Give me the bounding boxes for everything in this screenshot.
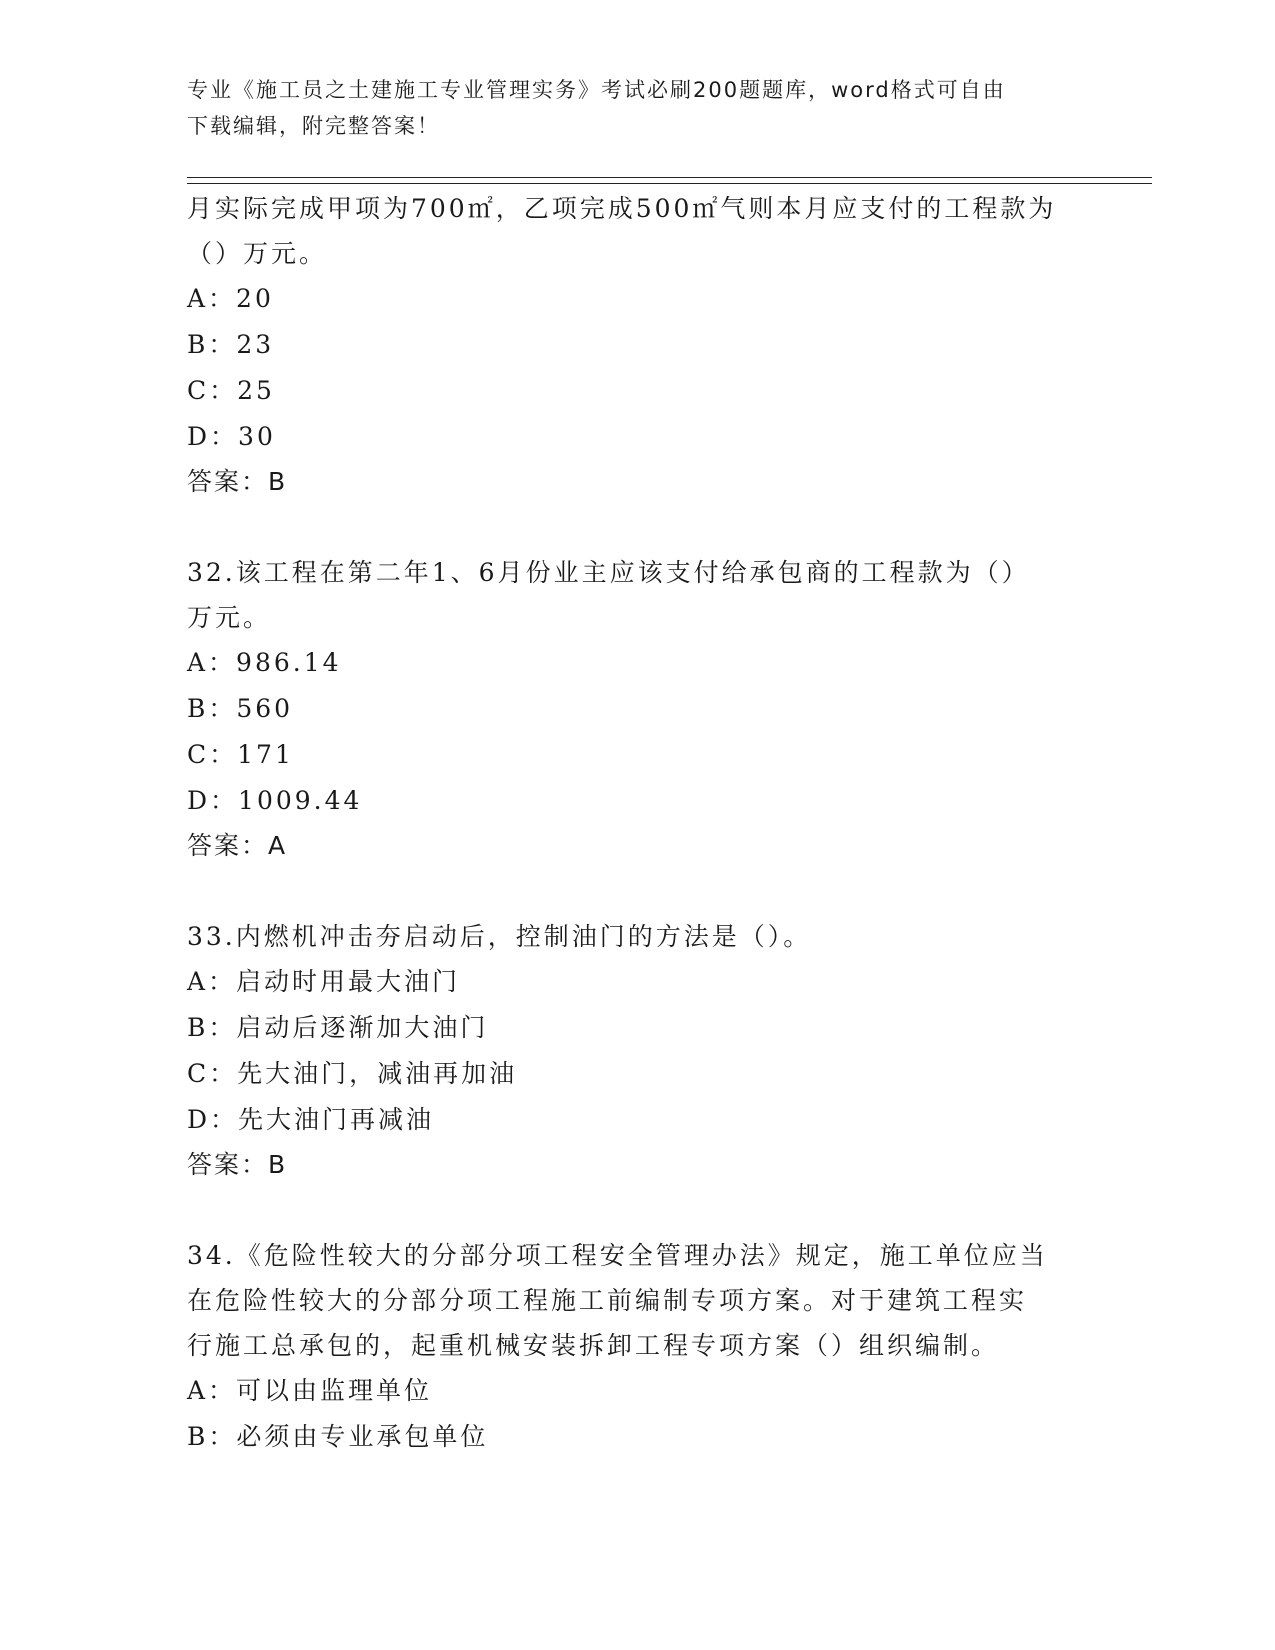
question-text-line: 万元。 [187,603,272,632]
question-block [187,186,1087,504]
option-b: B：23 [187,330,275,359]
answer-label: 答案：B [187,467,288,496]
option-c: C：先大油门，减油再加油 [187,1059,518,1088]
option-a: A：986.14 [187,648,342,677]
question-text-line: 行施工总承包的，起重机械安装拆卸工程专项方案（）组织编制。 [187,1331,1000,1360]
option-d: D：先大油门再减油 [187,1105,435,1134]
question-text-line: （）万元。 [187,239,328,268]
option-a: A：可以由监理单位 [187,1376,433,1405]
question-block [187,1233,1087,1460]
option-a: A：20 [187,284,274,313]
question-text-line: 32.该工程在第二年1、6月份业主应该支付给承包商的工程款为（） [187,558,1030,587]
header-divider-top [187,177,1152,178]
option-a: A：启动时用最大油门 [187,967,461,996]
question-list [187,186,1087,1460]
option-d: D：30 [187,422,276,451]
option-d: D：1009.44 [187,786,363,815]
question-block [187,550,1087,868]
question-text-line: 月实际完成甲项为700㎡，乙项完成500㎡气则本月应支付的工程款为 [187,194,1057,223]
option-c: C：171 [187,740,294,769]
option-b: B：启动后逐渐加大油门 [187,1013,489,1042]
header-title-line1: 专业《施工员之土建施工专业管理实务》考试必刷200题题库，word格式可自由 [187,78,1006,102]
question-text-line: 34.《危险性较大的分部分项工程安全管理办法》规定，施工单位应当 [187,1241,1048,1270]
option-b: B：必须由专业承包单位 [187,1422,489,1451]
header-title-line2: 下载编辑，附完整答案！ [187,114,440,138]
question-text-line: 33.内燃机冲击夯启动后，控制油门的方法是（）。 [187,922,812,951]
option-c: C：25 [187,376,275,405]
option-b: B：560 [187,694,294,723]
answer-label: 答案：B [187,1150,288,1179]
question-text-line: 在危险性较大的分部分项工程施工前编制专项方案。对于建筑工程实 [187,1286,1028,1315]
answer-label: 答案：A [187,831,288,860]
header-divider-bottom [187,183,1152,184]
question-block [187,914,1087,1187]
document-header [187,72,1067,144]
